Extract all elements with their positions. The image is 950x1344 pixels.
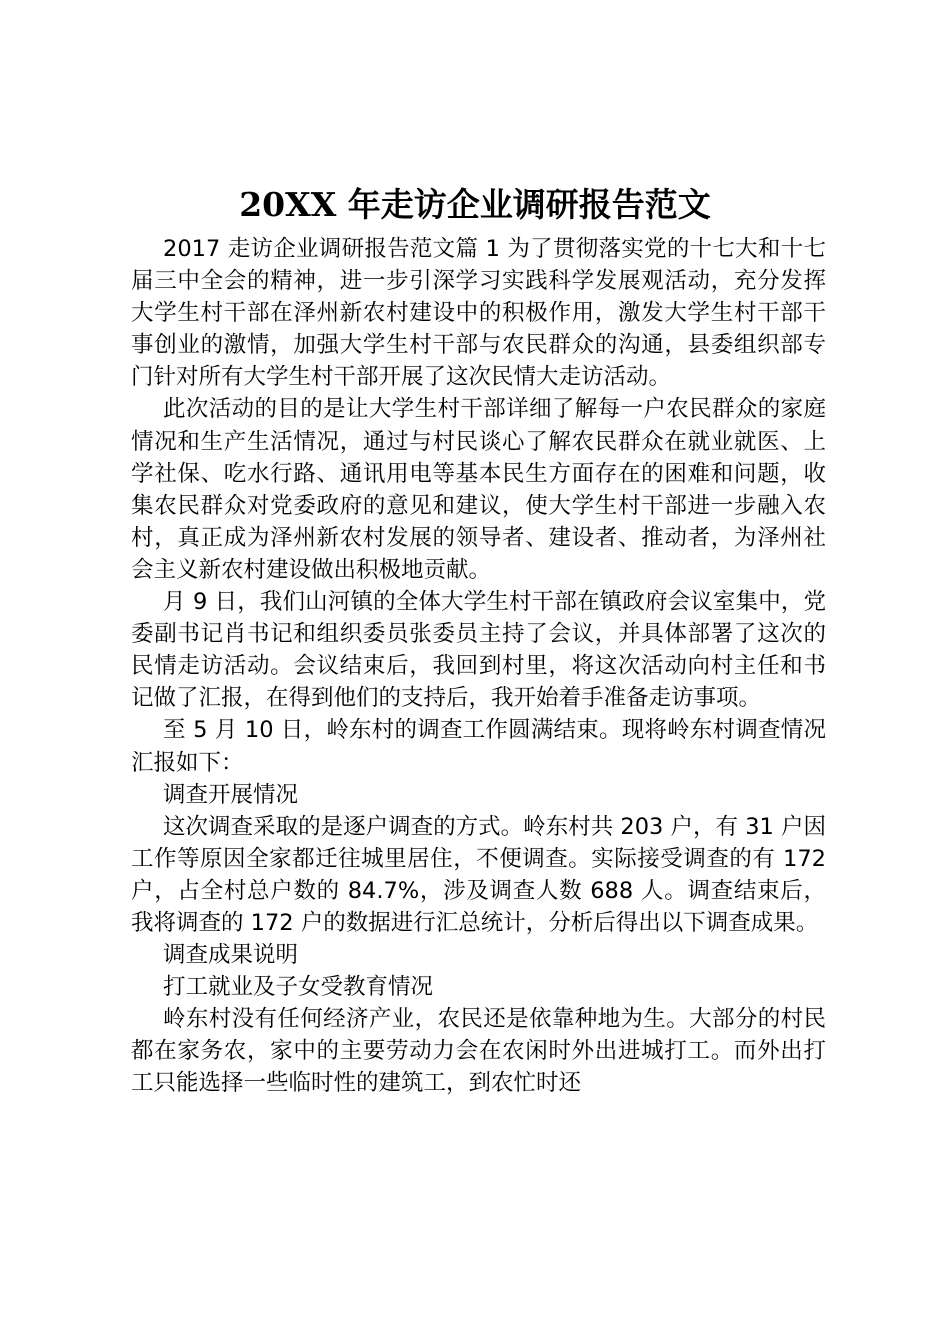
paragraph: 月 9 日，我们山河镇的全体大学生村干部在镇政府会议室集中，党委副书记肖书记和组织委员张委员主持了会议，并具体部署了这次的民情走访活动。会议结束后，我回到村里，将这次活动向村主任和书记做了汇报，在得到他们的支持后，我开始着手准备走访事项。 bbox=[131, 589, 826, 712]
document-body bbox=[131, 233, 826, 1100]
document-title: 20XX 年走访企业调研报告范文 bbox=[239, 185, 711, 224]
section-heading: 调查开展情况 bbox=[163, 781, 299, 808]
section-heading: 调查成果说明 bbox=[163, 942, 299, 969]
section-heading: 打工就业及子女受教育情况 bbox=[163, 974, 434, 1001]
paragraph: 2017 走访企业调研报告范文篇 1 为了贯彻落实党的十七大和十七届三中全会的精神，进一步引深学习实践科学发展观活动，充分发挥大学生村干部在泽州新农村建设中的积极作用，激发大学生村干部干事创业的激情，加强大学生村干部与农民群众的沟通，县委组织部专门针对所有大学生村干部开展了这次民情大走访活动。 bbox=[131, 236, 826, 391]
paragraph: 岭东村没有任何经济产业，农民还是依靠种地为生。大部分的村民都在家务农，家中的主要劳动力会在农闲时外出进城打工。而外出打工只能选择一些临时性的建筑工，到农忙时还 bbox=[131, 1006, 826, 1097]
paragraph: 这次调查采取的是逐户调查的方式。岭东村共 203 户，有 31 户因工作等原因全家都迁往城里居住，不便调查。实际接受调查的有 172 户，占全村总户数的 84.7%，涉及调查人数 688 人。调查结束后，我将调查的 172 户的数据进行汇总统计，分析后得出以下调查成果。 bbox=[131, 813, 826, 936]
paragraph: 至 5 月 10 日，岭东村的调查工作圆满结束。现将岭东村调查情况汇报如下： bbox=[131, 717, 826, 776]
paragraph: 此次活动的目的是让大学生村干部详细了解每一户农民群众的家庭情况和生产生活情况，通过与村民谈心了解农民群众在就业就医、上学社保、吃水行路、通讯用电等基本民生方面存在的困难和问题，收集农民群众对党委政府的意见和建议，使大学生村干部进一步融入农村，真正成为泽州新农村发展的领导者、建设者、推动者，为泽州社会主义新农村建设做出积极地贡献。 bbox=[131, 396, 826, 583]
